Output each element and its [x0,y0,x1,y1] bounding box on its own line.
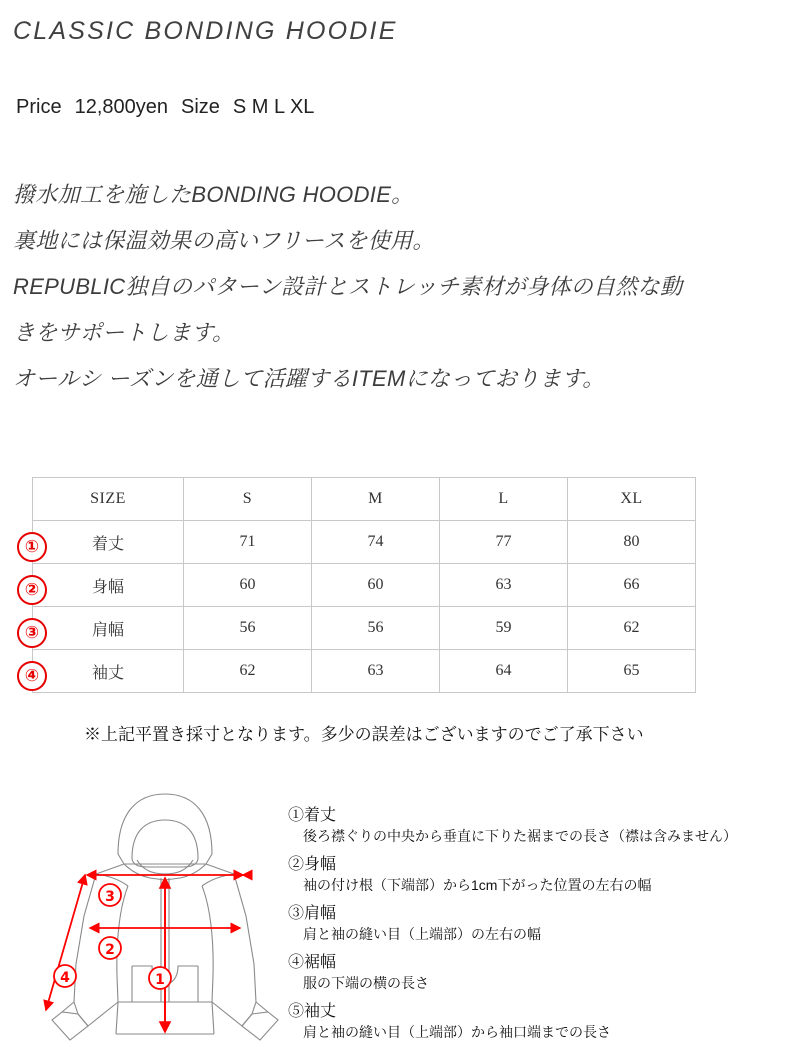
cell-value: 80 [568,521,696,564]
size-values: S M L XL [232,96,315,118]
svg-text:4: 4 [60,970,70,986]
legend-title: ①着丈 [288,807,337,824]
cell-value: 60 [184,564,312,607]
cell-value: 63 [312,650,440,693]
cell-value: 66 [568,564,696,607]
diagram-marker-3 [99,884,121,906]
legend-title: ③肩幅 [288,905,337,922]
row-marker-4: ④ [17,661,47,691]
row-label: 身幅 [33,564,184,607]
description-line: きをサポートします。 [13,320,235,345]
header-cell-xl: XL [568,478,696,521]
svg-text:1: 1 [155,972,165,988]
size-chart [24,477,695,693]
measurement-legend [288,806,788,1051]
page-title: CLASSIC BONDING HOODIE [13,17,398,45]
row-marker-1: ① [17,532,47,562]
table-row [33,607,696,650]
diagram-marker-2 [99,937,121,959]
cell-value: 63 [440,564,568,607]
row-label: 肩幅 [33,607,184,650]
row-marker-2: ② [17,575,47,605]
header-cell-l: L [440,478,568,521]
table-header-row [33,478,696,521]
cell-value: 62 [184,650,312,693]
description-line: オールシ ーズンを通して活躍するITEMになっております。 [13,366,605,391]
legend-item-1 [288,806,788,846]
diagram-marker-1 [149,967,171,989]
price-label: Price [16,96,62,118]
cell-value: 62 [568,607,696,650]
legend-desc: 袖の付け根（下端部）から1cm下がった位置の左右の幅 [303,877,652,893]
description-line: REPUBLIC独自のパターン設計とストレッチ素材が身体の自然な動 [13,274,683,299]
legend-title: ②身幅 [288,856,337,873]
product-description [13,172,793,402]
legend-title: ⑤袖丈 [288,1003,337,1020]
cell-value: 64 [440,650,568,693]
svg-text:2: 2 [105,942,115,958]
cell-value: 77 [440,521,568,564]
row-label: 袖丈 [33,650,184,693]
cell-value: 59 [440,607,568,650]
size-label: Size [181,96,220,118]
legend-item-4 [288,953,788,993]
header-cell-m: M [312,478,440,521]
size-chart-note: ※上記平置き採寸となります。多少の誤差はございますのでご了承下さい [84,725,644,744]
diagram-marker-4 [54,965,76,987]
legend-title: ④裾幅 [288,954,337,971]
cell-value: 60 [312,564,440,607]
cell-value: 74 [312,521,440,564]
size-table [32,477,696,693]
header-cell-s: S [184,478,312,521]
legend-desc: 後ろ襟ぐりの中央から垂直に下りた裾までの長さ（襟は含みません） [303,828,737,844]
row-label: 着丈 [33,521,184,564]
description-line: 撥水加工を施したBONDING HOODIE。 [13,182,414,207]
table-row [33,564,696,607]
cell-value: 71 [184,521,312,564]
price-size-line [16,96,314,119]
legend-item-5 [288,1002,788,1042]
hoodie-measurement-diagram [40,788,290,1058]
legend-item-3 [288,904,788,944]
legend-desc: 肩と袖の縫い目（上端部）の左右の幅 [303,926,541,942]
svg-text:3: 3 [105,889,115,905]
legend-desc: 服の下端の横の長さ [303,975,429,991]
cell-value: 56 [312,607,440,650]
table-row [33,650,696,693]
description-line: 裏地には保温効果の高いフリースを使用。 [13,228,435,253]
table-row [33,521,696,564]
row-marker-3: ③ [17,618,47,648]
cell-value: 56 [184,607,312,650]
cell-value: 65 [568,650,696,693]
header-cell-size: SIZE [33,478,184,521]
price-value: 12,800yen [74,96,168,118]
legend-desc: 肩と袖の縫い目（上端部）から袖口端までの長さ [303,1024,611,1040]
legend-item-2 [288,855,788,895]
